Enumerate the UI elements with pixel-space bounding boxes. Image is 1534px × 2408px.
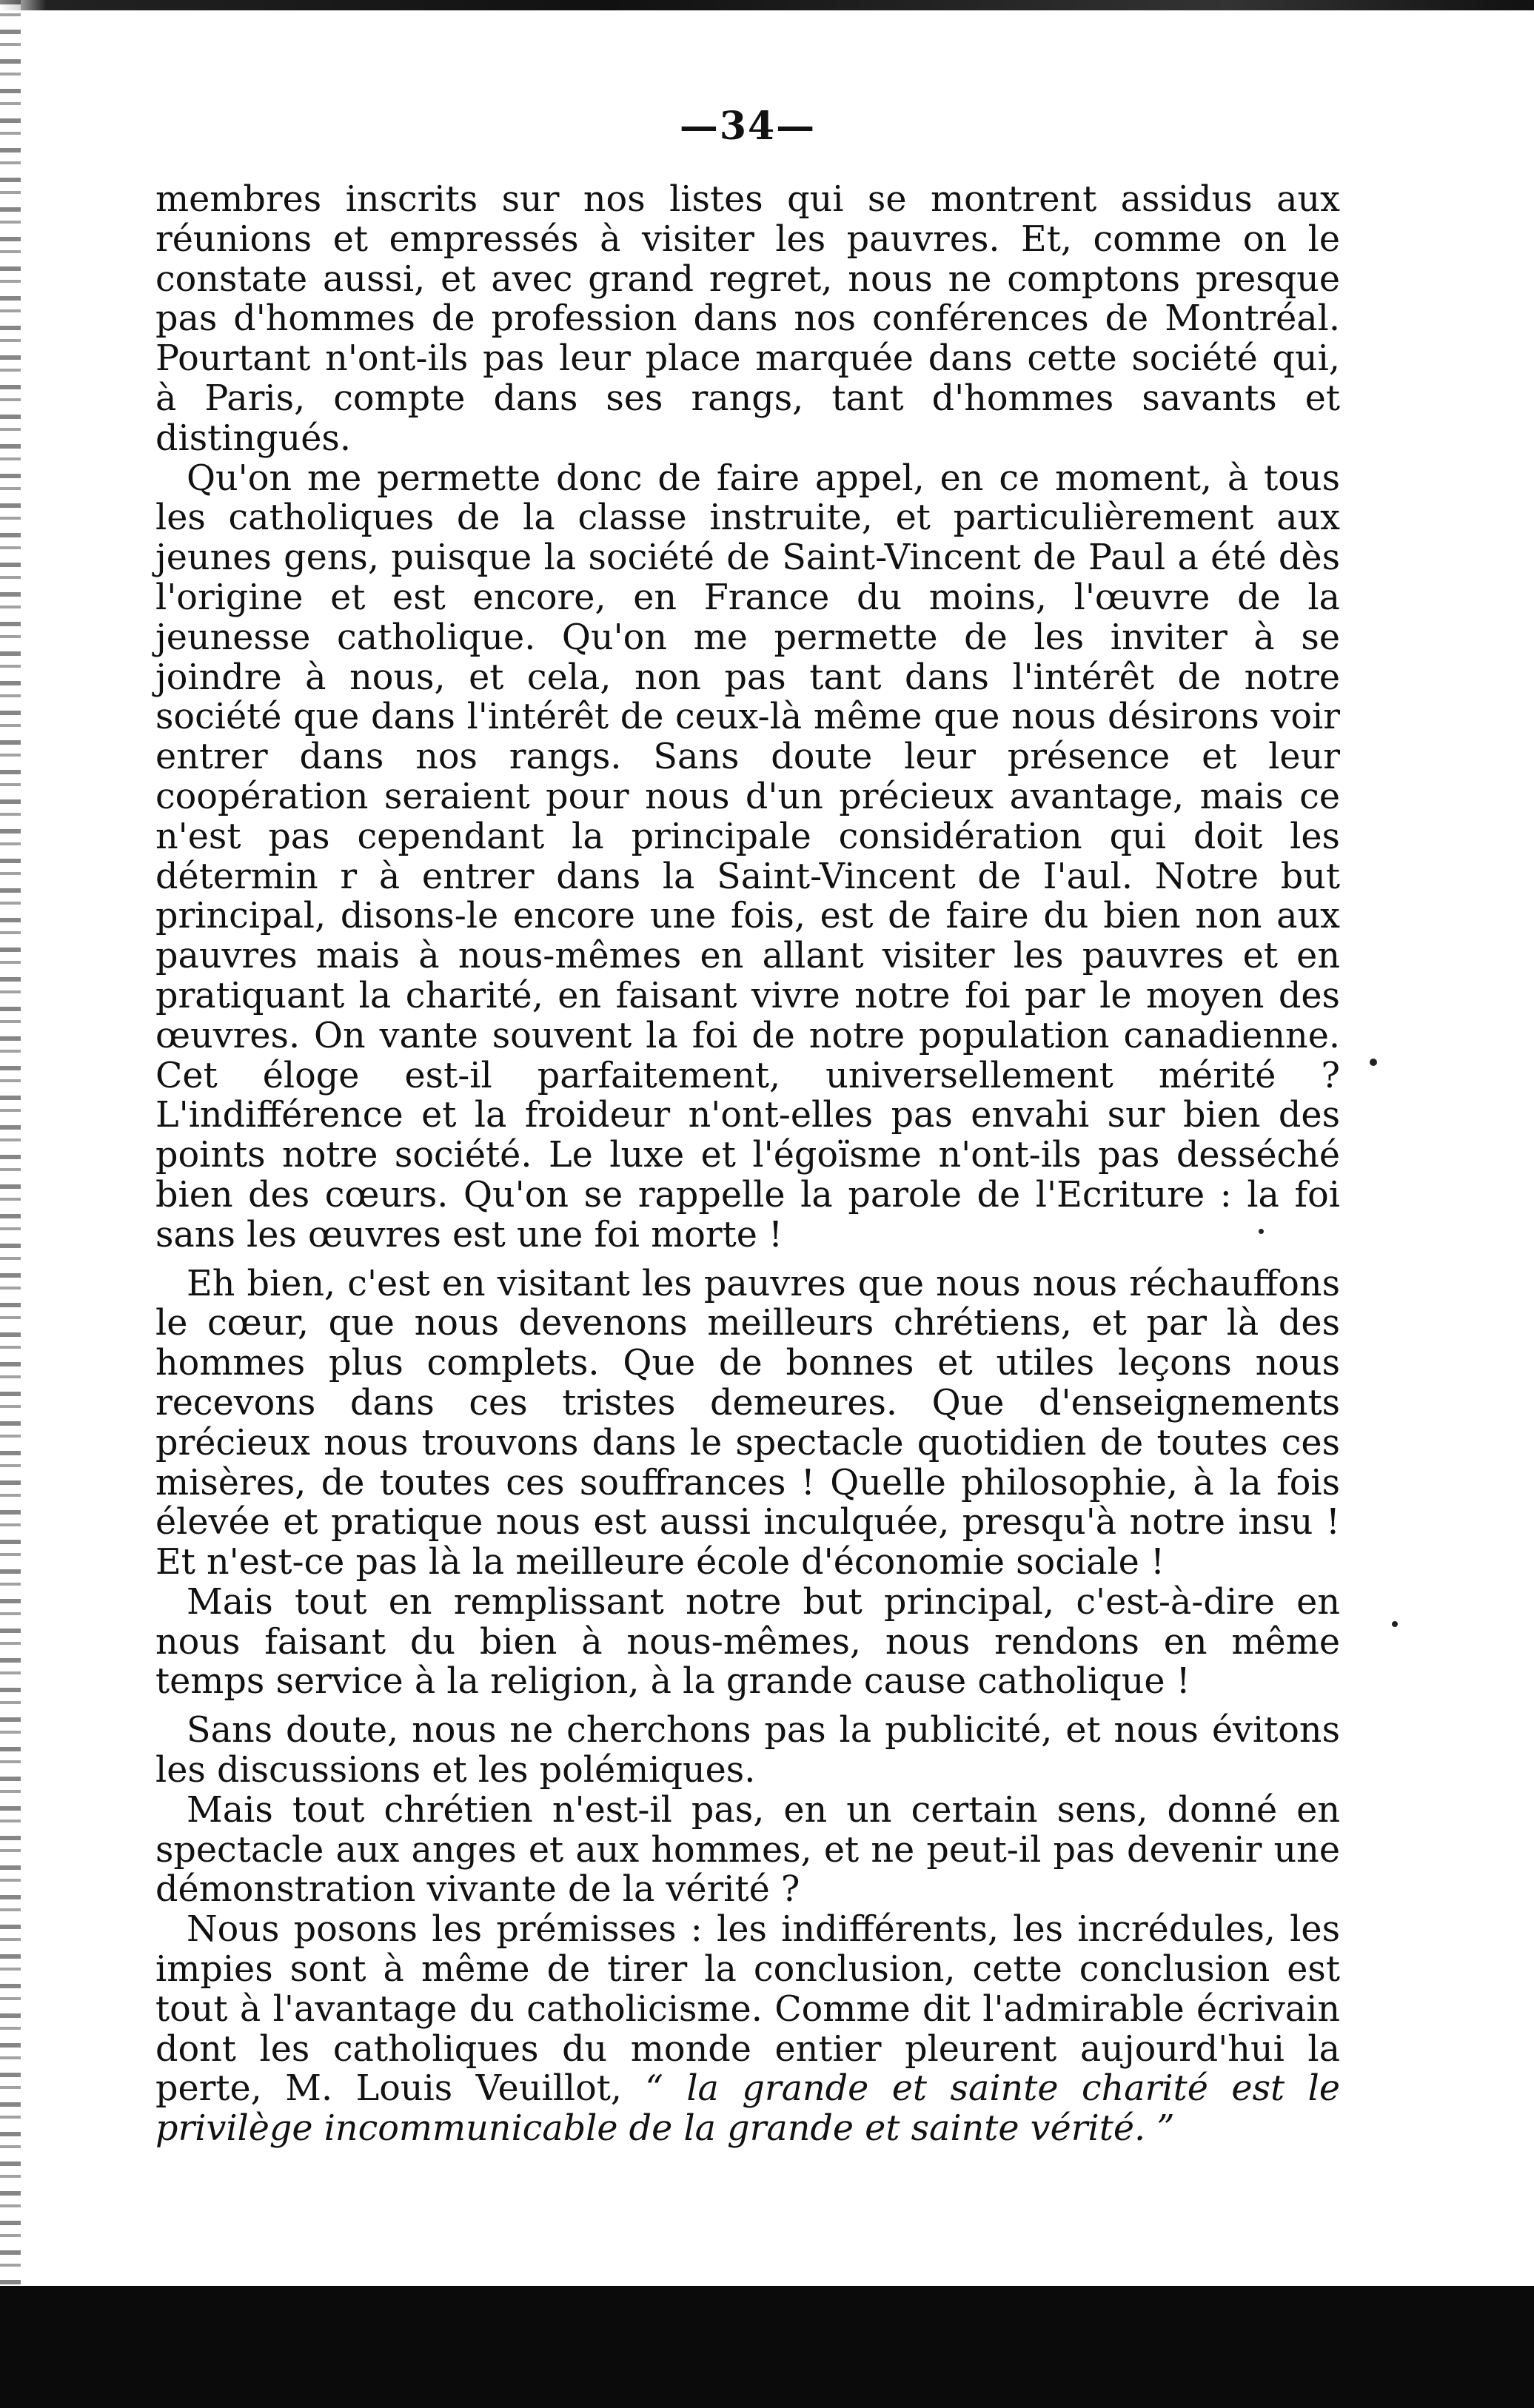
- paragraph-3: Eh bien, c'est en visitant les pauvres que nous nous réchauffons le cœur, que nous devenons meilleurs chrétiens, et par là des hommes plus complets. Que de bonnes et utiles leçons nous recevons dans ces tristes demeures. Que d'enseignements précieux nous trouvons dans le spectacle quotidien de toutes ces misères, de toutes ces souffrances ! Quelle philosophie, à la fois élevée et pratique nous est aussi inculquée, presqu'à notre insu ! Et n'est-ce pas là la meilleure école d'économie sociale !: [155, 1263, 1340, 1583]
- scan-bottom-edge: [0, 2286, 1534, 2408]
- document-page: [155, 104, 1340, 2149]
- paragraph-7-text: Nous posons les prémisses : les indifférents, les incrédules, les impies sont à même de tirer la conclusion, cette conclusion est tout à l'avantage du catholicisme. Comme dit l'admirable écrivain dont les catholiques du monde entier pleurent aujourd'hui la perte, M. Louis Veuillot,: [155, 1909, 1340, 2110]
- scan-left-edge: [0, 0, 21, 2408]
- paragraph-4: Mais tout en remplissant notre but principal, c'est-à-dire en nous faisant du bien à nous-mêmes, nous rendons en même temps service à la religion, à la grande cause catholique !: [155, 1581, 1340, 1703]
- paragraph-5: Sans doute, nous ne cherchons pas la publicité, et nous évitons les discussions et les polémiques.: [155, 1710, 1340, 1791]
- scan-speck: [1392, 1621, 1398, 1627]
- veuillot-quote: “ la grande et sainte charité est le privilège incommunicable de la grande et sainte vérité. ”: [155, 2068, 1340, 2150]
- paragraph-2: Qu'on me permette donc de faire appel, en ce moment, à tous les catholiques de la classe instruite, et particulièrement aux jeunes gens, puisque la société de Saint-Vincent de Paul a été dès l'origine et est encore, en France du moins, l'œuvre de la jeunesse catholique. Qu'on me permette de les inviter à se joindre à nous, et cela, non pas tant dans l'intérêt de notre société que dans l'intérêt de ceux-là même que nous désirons voir entrer dans nos rangs. Sans doute leur présence et leur coopération seraient pour nous d'un précieux avantage, mais ce n'est pas cependant la principale considération qui doit les détermin r à entrer dans la Saint-Vincent de I'aul. Notre but principal, disons-le encore une fois, est de faire du bien non aux pauvres mais à nous-mêmes en allant visiter les pauvres et en pratiquant la charité, en faisant vivre notre foi par le moyen des œuvres. On vante souvent la foi de notre population canadienne. Cet éloge est-il parfaitement, universellement mérité ? L'indifférence et la froideur n'ont-elles pas envahi sur bien des points notre société. Le luxe et l'égoïsme n'ont-ils pas desséché bien des cœurs. Qu'on se rappelle la parole de l'Ecriture : la foi sans les œuvres est une foi morte !: [155, 457, 1340, 1255]
- paragraph-1: membres inscrits sur nos listes qui se montrent assidus aux réunions et empressés à visiter les pauvres. Et, comme on le constate aussi, et avec grand regret, nous ne comptons presque pas d'hommes de profession dans nos conférences de Montréal. Pourtant n'ont-ils pas leur place marquée dans cette société qui, à Paris, compte dans ses rangs, tant d'hommes savants et distingués.: [155, 179, 1340, 459]
- scan-speck: [1259, 1229, 1264, 1234]
- page-number: —34—: [679, 104, 817, 149]
- paragraph-6: Mais tout chrétien n'est-il pas, en un certain sens, donné en spectacle aux anges et aux hommes, et ne peut-il pas devenir une démonstration vivante de la vérité ?: [155, 1789, 1340, 1911]
- paragraph-7: [155, 1910, 1340, 2149]
- scan-speck: [1370, 1059, 1377, 1066]
- scan-top-edge: [0, 0, 1534, 10]
